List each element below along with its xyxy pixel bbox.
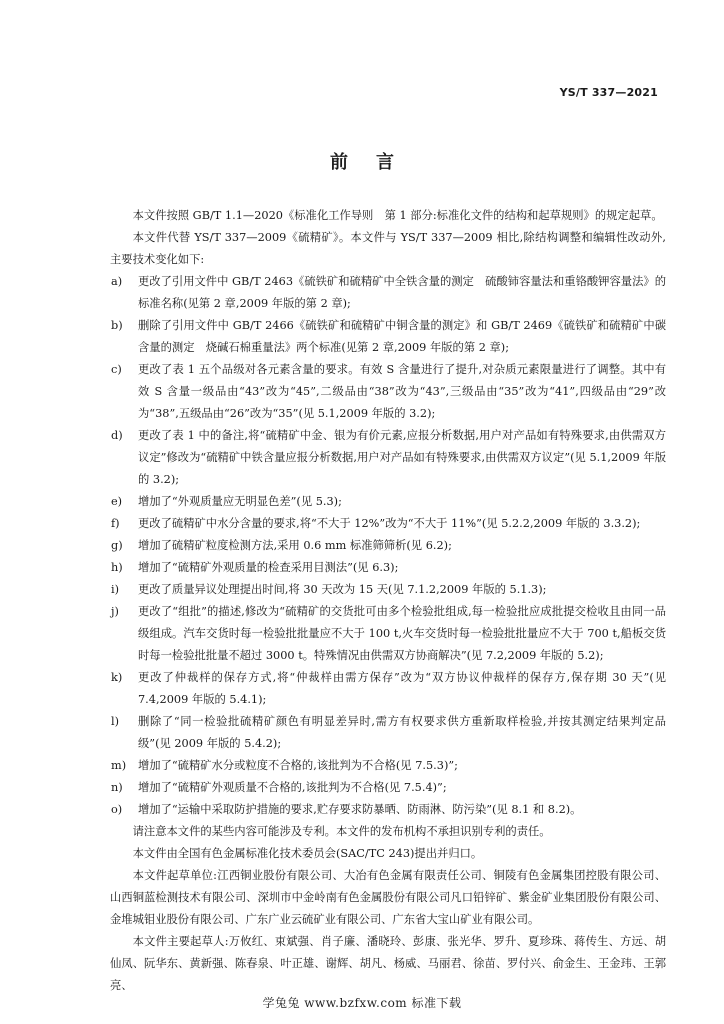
list-item <box>110 513 666 535</box>
intro-paragraph: 本文件按照 GB/T 1.1—2020《标准化工作导则 第 1 部分:标准化文件的结构和起草规则》的规定起草。 <box>132 209 663 222</box>
list-item-letter: d) <box>111 429 123 442</box>
list-item-letter: f) <box>111 517 120 530</box>
list-item-letter: m) <box>111 759 127 772</box>
list-item-letter: l) <box>111 715 120 728</box>
list-item <box>110 359 666 425</box>
list-item <box>110 535 666 557</box>
list-item-letter: i) <box>111 583 120 596</box>
list-item <box>110 667 666 711</box>
list-item-letter: b) <box>111 319 123 332</box>
intro-paragraph: 本文件代替 YS/T 337—2009《硫精矿》。本文件与 YS/T 337—2009 相比,除结构调整和编辑性改动外,主要技术变化如下: <box>110 231 666 266</box>
list-item-letter: c) <box>111 363 122 376</box>
list-item <box>110 425 666 491</box>
list-item-text: 更改了硫精矿中水分含量的要求,将“不大于 12%”改为“不大于 11%”(见 5.2.2,2009 年版的 3.3.2); <box>138 517 641 530</box>
list-item-letter: a) <box>111 275 123 288</box>
list-item-text: 更改了“组批”的描述,修改为“硫精矿的交货批可由多个检验批组成,每一检验批应成批提交检收且由同一品级组成。汽车交货时每一检验批批量应不大于 100 t,火车交货时每一检验批批量应不大于 700 t,船板交货时每一检验批批量不超过 3000 t。特殊情况由供需双方协商解决”(见 7.2,2009 年版的 5.2); <box>138 605 666 662</box>
list-item <box>110 491 666 513</box>
list-item-text: 增加了“运输中采取防护措施的要求,贮存要求防暴晒、防雨淋、防污染”(见 8.1 和 8.2)。 <box>138 803 582 816</box>
list-item-text: 增加了“硫精矿外观质量的检查采用目测法”(见 6.3); <box>138 561 399 574</box>
list-item-text: 更改了表 1 五个品级对各元素含量的要求。有效 S 含量进行了提升,对杂质元素限量进行了调整。其中有效 S 含量一级品由“43”改为“45”,二级品由“38”改为“43”,三级品由“35”改为“41”,四级品由“29”改为“38”,五级品由“26”改为“35”(见 5.1,2009 年版的 3.2); <box>138 363 666 420</box>
list-item-letter: h) <box>111 561 123 574</box>
patent-notice: 请注意本文件的某些内容可能涉及专利。本文件的发布机构不承担识别专利的责任。 <box>132 825 551 838</box>
list-item <box>110 579 666 601</box>
page-title: 前言 <box>330 152 422 173</box>
main-drafters: 本文件主要起草人:万攸红、束斌强、肖子廉、潘晓玲、彭康、张光华、罗升、夏珍珠、蒋传生、方远、胡仙凤、阮华东、黄新强、陈春泉、叶正雄、谢辉、胡凡、杨威、马丽君、徐苗、罗付兴、俞金生、王金玮、王郭亮、 <box>110 935 666 992</box>
list-item-letter: o) <box>111 803 123 816</box>
list-item-text: 增加了“硫精矿水分或粒度不合格的,该批判为不合格(见 7.5.3)”; <box>138 759 458 772</box>
changes-list <box>110 271 666 821</box>
list-item-text: 删除了引用文件中 GB/T 2466《硫铁矿和硫精矿中铜含量的测定》和 GB/T 2469《硫铁矿和硫精矿中碳含量的测定 烧碱石棉重量法》两个标准(见第 2 章,2009 年版的第 2 章); <box>138 319 666 354</box>
drafting-organizations: 本文件起草单位:江西铜业股份有限公司、大冶有色金属有限责任公司、铜陵有色金属集团控股有限公司、山西铜蓝检测技术有限公司、深圳市中金岭南有色金属股份有限公司凡口铅锌矿、紫金矿业集团股份有限公司、金堆城钼业股份有限公司、广东广业云硫矿业有限公司、广东省大宝山矿业有限公司。 <box>110 869 666 926</box>
list-item-text: 增加了“外观质量应无明显色差”(见 5.3); <box>138 495 342 508</box>
list-item <box>110 271 666 315</box>
list-item-text: 更改了表 1 中的备注,将“硫精矿中金、银为有价元素,应报分析数据,用户对产品如有特殊要求,由供需双方议定”修改为“硫精矿中铁含量应报分析数据,用户对产品如有特殊要求,由供需双方议定”(见 5.1,2009 年版的 3.2); <box>138 429 666 486</box>
list-item <box>110 755 666 777</box>
list-item <box>110 557 666 579</box>
list-item-text: 删除了“同一检验批硫精矿颜色有明显差异时,需方有权要求供方重新取样检验,并按其测定结果判定品级”(见 2009 年版的 5.4.2); <box>138 715 666 750</box>
list-item <box>110 601 666 667</box>
list-item-letter: j) <box>111 605 119 618</box>
list-item-text: 更改了引用文件中 GB/T 2463《硫铁矿和硫精矿中全铁含量的测定 硫酸铈容量法和重铬酸钾容量法》的标准名称(见第 2 章,2009 年版的第 2 章); <box>138 275 666 310</box>
footer-watermark: 学兔兔 www.bzfxw.com 标准下载 <box>262 996 462 1010</box>
committee-statement: 本文件由全国有色金属标准化技术委员会(SAC/TC 243)提出并归口。 <box>132 847 483 860</box>
list-item <box>110 799 666 821</box>
list-item-text: 增加了“硫精矿外观质量不合格的,该批判为不合格(见 7.5.4)”; <box>138 781 447 794</box>
list-item-letter: k) <box>111 671 123 684</box>
list-item-text: 增加了硫精矿粒度检测方法,采用 0.6 mm 标准筛筛析(见 6.2); <box>138 539 452 552</box>
list-item <box>110 315 666 359</box>
list-item-letter: n) <box>111 781 123 794</box>
document-body <box>110 205 666 997</box>
list-item <box>110 777 666 799</box>
list-item-letter: e) <box>111 495 123 508</box>
list-item-text: 更改了质量异议处理提出时间,将 30 天改为 15 天(见 7.1.2,2009 年版的 5.1.3); <box>138 583 547 596</box>
list-item <box>110 711 666 755</box>
list-item-letter: g) <box>111 539 123 552</box>
standard-code: YS/T 337—2021 <box>559 86 658 99</box>
list-item-text: 更改了仲裁样的保存方式,将“仲裁样由需方保存”改为“双方协议仲裁样的保存方,保存期 30 天”(见 7.4,2009 年版的 5.4.1); <box>138 671 666 706</box>
